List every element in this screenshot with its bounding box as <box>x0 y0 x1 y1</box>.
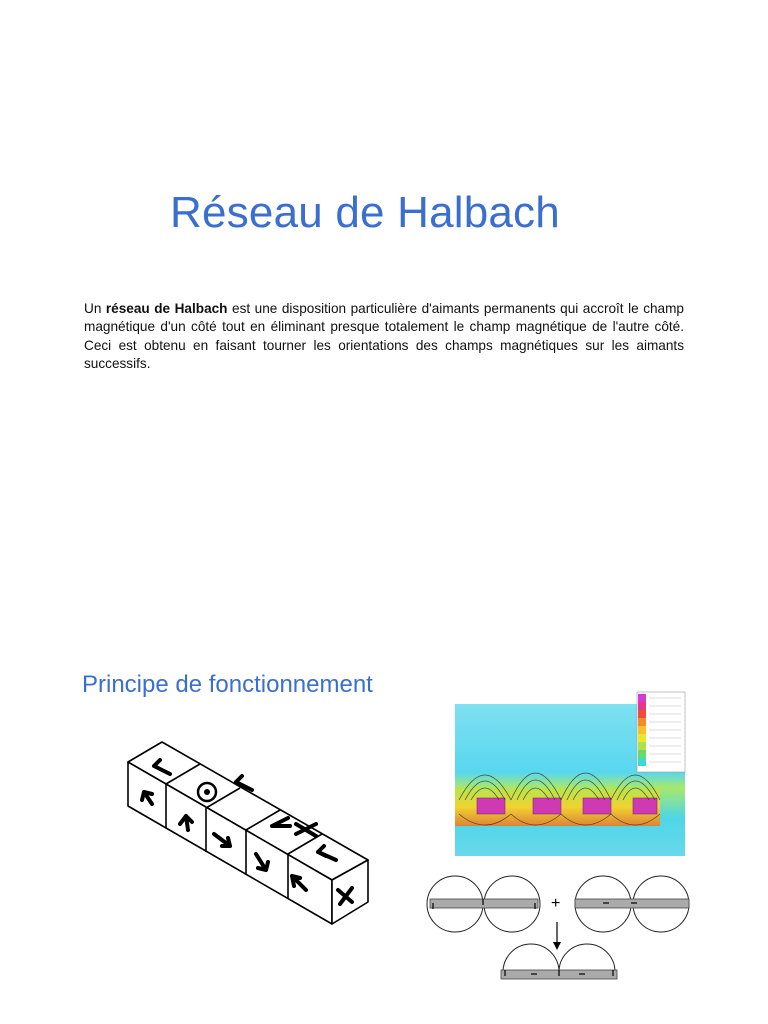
page-title: Réseau de Halbach <box>170 188 560 237</box>
halbach-cube-array-figure <box>110 730 372 926</box>
intro-term: réseau de Halbach <box>105 300 228 316</box>
intro-prefix: Un <box>84 300 106 316</box>
plus-sign: + <box>551 895 561 912</box>
section-heading: Principe de fonctionnement <box>82 671 373 698</box>
field-superposition-diagram <box>425 866 691 986</box>
magnetic-field-simulation-figure <box>455 690 687 858</box>
intro-paragraph <box>84 300 684 374</box>
intro-body: est une disposition particulière d'aimants permanents qui accroît le champ magnétique d'un côté tout en éliminant presque totalement le champ magnétique de l'autre côté. Ceci est obtenu en faisant tourner les orientations des champs magnétiques sur les aimants successifs. <box>84 300 684 372</box>
